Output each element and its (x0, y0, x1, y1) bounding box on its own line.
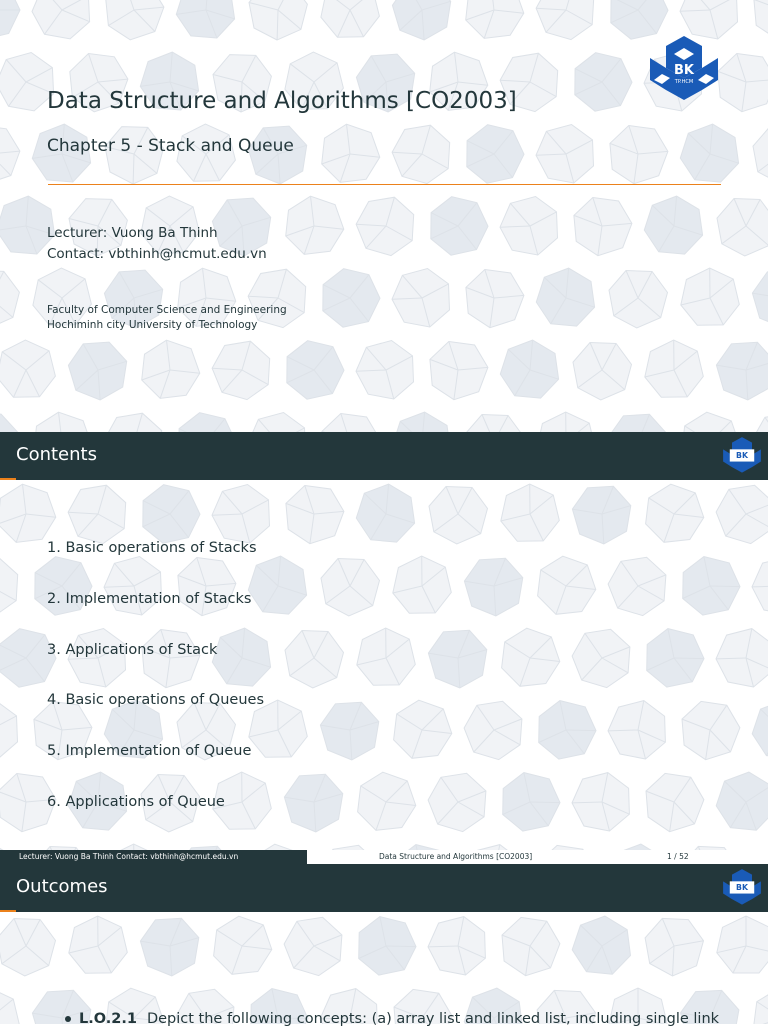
pattern-line (710, 586, 740, 587)
pattern-shape (106, 0, 164, 40)
pattern-shape (0, 701, 18, 760)
pattern-shape (573, 343, 632, 401)
footline-author: Lecturer: Vuong Ba Thinh Contact: vbthinh@hcmut.edu.vn (19, 852, 238, 861)
lecturer-text: Lecturer: Vuong Ba Thinh (47, 225, 218, 241)
bk-logo-small (722, 868, 762, 908)
pattern-shape (32, 0, 90, 39)
pattern-shape (754, 0, 768, 40)
pattern-shape (178, 268, 236, 326)
outcomes-heading: Outcomes (16, 876, 108, 897)
pattern-shape (321, 0, 380, 37)
pattern-shape (717, 199, 768, 257)
footline (0, 850, 768, 864)
pattern-shape (466, 0, 524, 38)
pattern-shape (716, 772, 768, 830)
logo-text: BK (736, 451, 749, 460)
pattern-shape (285, 631, 344, 689)
slide-title: Data Structure and Algorithms [CO2003] (47, 88, 517, 114)
pattern-shape (609, 271, 668, 329)
pattern-shape (429, 487, 488, 545)
outcome-label: L.O.2.1 (79, 1011, 137, 1027)
contents-frame-bar (0, 432, 768, 480)
pattern-shape (0, 0, 20, 39)
pattern-shape (536, 0, 594, 40)
outcome-bullet (65, 1011, 719, 1027)
pattern-shape (467, 125, 524, 184)
pattern-shape (323, 269, 380, 328)
contact-text: Contact: vbthinh@hcmut.edu.vn (47, 246, 267, 262)
pattern-shape (286, 196, 344, 254)
pattern-shape (752, 700, 768, 758)
logo-text: BK (674, 63, 695, 78)
pattern-shape (574, 198, 632, 256)
university-text: Hochiminh city University of Technology (47, 319, 257, 331)
toc-item[interactable]: 6. Applications of Queue (47, 794, 225, 810)
pattern-shape (142, 630, 200, 688)
bullet-dot (65, 1016, 71, 1022)
pattern-line (386, 946, 416, 947)
pattern-shape (431, 197, 488, 256)
contents-heading: Contents (16, 444, 97, 465)
toc-item[interactable]: 5. Implementation of Queue (47, 743, 251, 759)
pattern-shape (716, 342, 768, 400)
pattern-shape (392, 0, 450, 40)
footline-right (307, 850, 768, 864)
pattern-shape (610, 126, 668, 184)
footline-title: Data Structure and Algorithms [CO2003] (379, 852, 532, 861)
frame-accent (0, 478, 16, 480)
pattern-shape (716, 485, 768, 543)
pattern-shape (33, 268, 92, 325)
faculty-text: Faculty of Computer Science and Engineering (47, 304, 287, 316)
toc-item[interactable]: 3. Applications of Stack (47, 642, 217, 658)
bk-logo-large (648, 34, 720, 106)
bk-logo-small (722, 436, 762, 476)
pattern-shape (466, 270, 524, 328)
pattern-shape (322, 124, 380, 182)
logo-text: BK (736, 883, 749, 892)
pattern-shape (143, 485, 200, 544)
toc-item[interactable]: 4. Basic operations of Queues (47, 692, 264, 708)
frame-accent (0, 910, 16, 912)
pattern-shape (752, 557, 768, 615)
pattern-shape (0, 484, 56, 542)
pattern-shape (176, 0, 234, 38)
page-number: 1 / 52 (667, 852, 689, 861)
footline-left (0, 850, 307, 864)
outcomes-frame-bar (0, 864, 768, 912)
pattern-shape (0, 988, 19, 1024)
slide-subtitle: Chapter 5 - Stack and Queue (47, 136, 294, 156)
title-divider (48, 184, 721, 185)
pattern-shape (0, 271, 19, 328)
outcome-text: Depict the following concepts: (a) array list and linked list, including single link (147, 1011, 719, 1027)
pattern-shape (0, 557, 18, 615)
pattern-line (530, 802, 560, 803)
toc-item[interactable]: 2. Implementation of Stacks (47, 591, 251, 607)
pattern-shape (321, 559, 380, 617)
pattern-shape (753, 127, 768, 185)
pattern-shape (142, 340, 200, 398)
pattern-shape (430, 342, 488, 400)
pattern-shape (575, 53, 632, 111)
pattern-shape (286, 486, 344, 544)
logo-small-text: TP.HCM (674, 79, 693, 85)
pattern-shape (754, 988, 768, 1024)
pattern-shape (717, 916, 768, 973)
pattern-line (566, 730, 596, 731)
pattern-shape (287, 341, 344, 400)
pattern-line (674, 658, 704, 659)
pattern-shape (752, 270, 768, 328)
toc-item[interactable]: 1. Basic operations of Stacks (47, 540, 257, 556)
